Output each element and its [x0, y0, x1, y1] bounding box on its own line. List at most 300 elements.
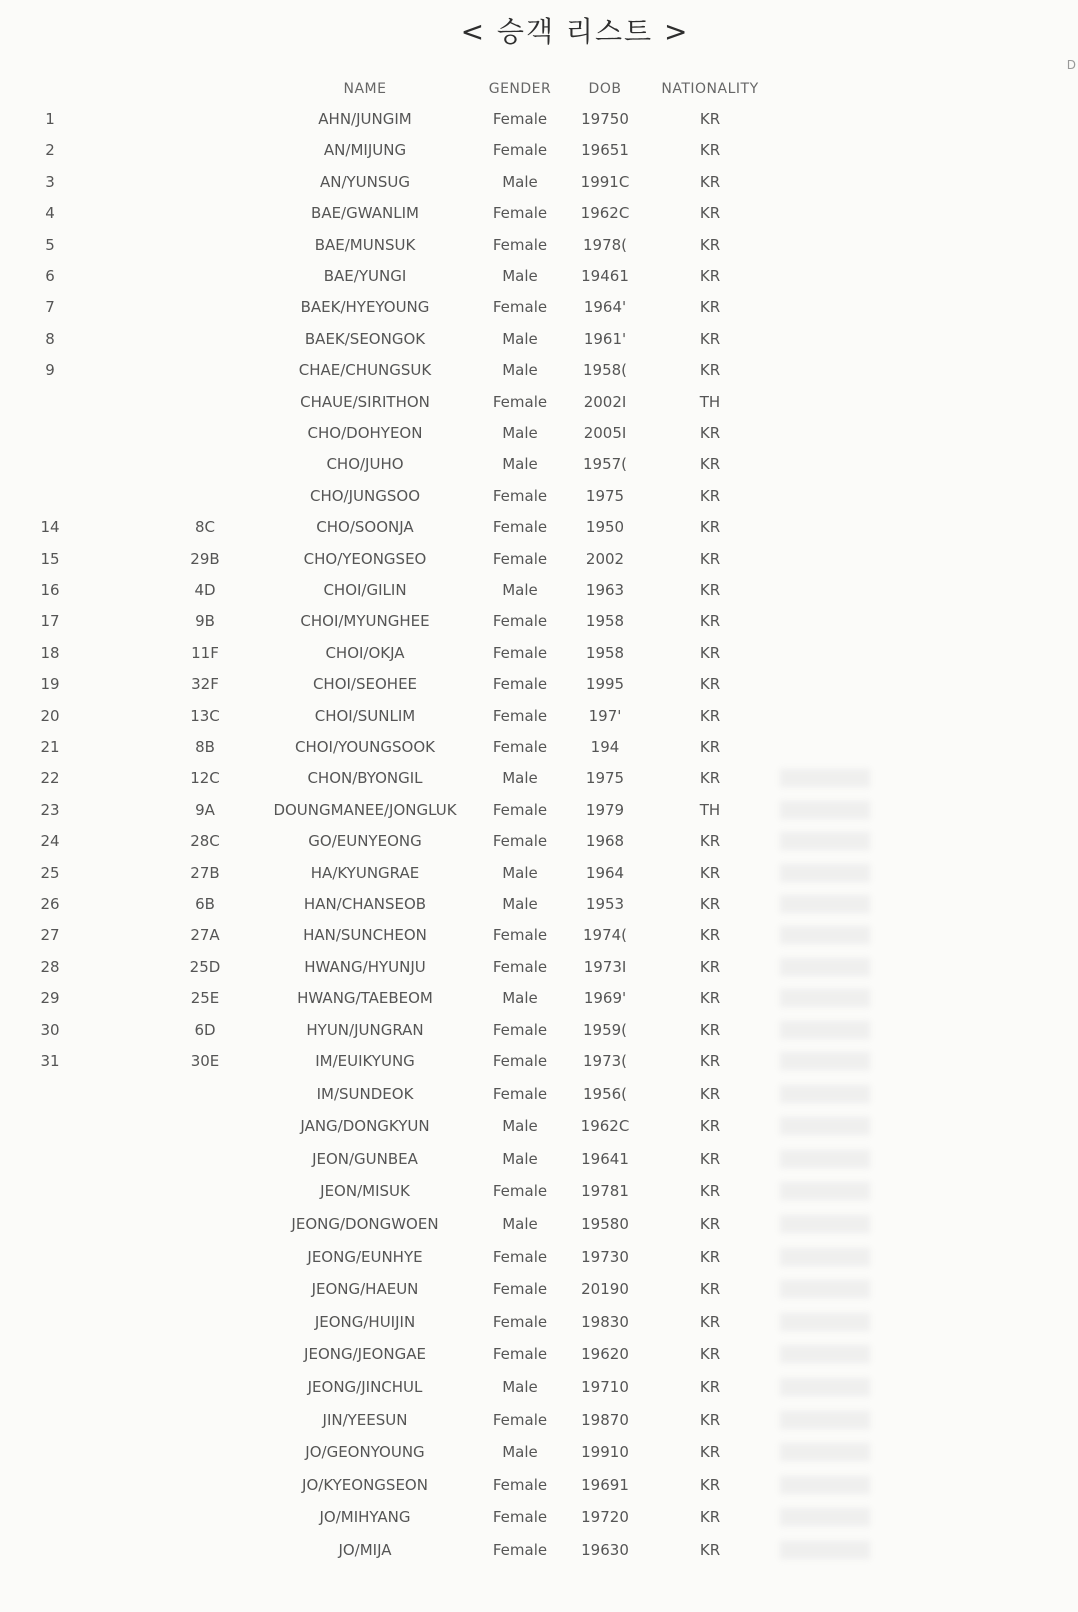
passenger-name: BAE/YUNGI [323, 267, 407, 285]
passenger-name: AN/YUNSUG [319, 173, 411, 191]
passenger-nationality: KR [699, 1443, 721, 1461]
passenger-gender: Male [502, 361, 538, 379]
passenger-name: CHOI/YOUNGSOOK [295, 738, 435, 756]
redaction-blur [780, 1476, 870, 1494]
passenger-dob: 19870 [581, 1411, 629, 1429]
table-row [0, 1079, 1078, 1109]
table-row [0, 701, 1078, 731]
passenger-name: CHOI/MYUNGHEE [300, 612, 430, 630]
passenger-name: JEONG/HUIJIN [314, 1313, 416, 1331]
passenger-nationality: KR [699, 330, 721, 348]
redaction-blur [780, 1117, 870, 1135]
passenger-nationality: KR [699, 1313, 721, 1331]
row-number: 7 [45, 298, 55, 316]
passenger-nationality: KR [699, 864, 721, 882]
passenger-dob: 1968 [585, 832, 625, 850]
passenger-gender: Male [502, 581, 538, 599]
passenger-dob: 1995 [585, 675, 625, 693]
passenger-gender: Male [502, 1215, 538, 1233]
row-number: 27 [40, 926, 60, 944]
passenger-nationality: KR [699, 236, 721, 254]
passenger-gender: Female [492, 612, 548, 630]
passenger-gender: Male [502, 1117, 538, 1135]
passenger-name: CHO/JUHO [326, 455, 404, 473]
passenger-gender: Female [492, 550, 548, 568]
passenger-gender: Female [492, 393, 548, 411]
passenger-gender: Female [492, 1476, 548, 1494]
table-row [0, 858, 1078, 888]
header-name: NAME [343, 81, 387, 97]
passenger-gender: Male [502, 1378, 538, 1396]
passenger-name: JIN/YEESUN [322, 1411, 408, 1429]
passenger-nationality: KR [699, 1508, 721, 1526]
seat-number: 12C [190, 769, 220, 787]
table-row [0, 1339, 1078, 1369]
redaction-blur [780, 832, 870, 850]
table-row [0, 355, 1078, 385]
passenger-dob: 1973I [583, 958, 627, 976]
passenger-nationality: TH [699, 393, 721, 411]
passenger-dob: 19710 [581, 1378, 629, 1396]
passenger-name: JEONG/JINCHUL [307, 1378, 423, 1396]
passenger-gender: Female [492, 1508, 548, 1526]
passenger-gender: Female [492, 236, 548, 254]
passenger-dob: 1991C [580, 173, 630, 191]
passenger-nationality: KR [699, 958, 721, 976]
redaction-blur [780, 1508, 870, 1526]
table-row [0, 544, 1078, 574]
passenger-name: JEON/MISUK [320, 1182, 410, 1200]
table-row [0, 1274, 1078, 1304]
row-number: 31 [40, 1052, 60, 1070]
row-number: 28 [40, 958, 60, 976]
passenger-dob: 19730 [581, 1248, 629, 1266]
row-number: 18 [40, 644, 60, 662]
table-row [0, 198, 1078, 228]
seat-number: 28C [190, 832, 220, 850]
row-number: 30 [40, 1021, 60, 1039]
passenger-nationality: KR [699, 1085, 721, 1103]
seat-number: 27B [190, 864, 220, 882]
table-row [0, 826, 1078, 856]
passenger-nationality: KR [699, 926, 721, 944]
passenger-nationality: TH [699, 801, 721, 819]
passenger-name: CHOI/SUNLIM [314, 707, 416, 725]
passenger-name: AHN/JUNGIM [318, 110, 412, 128]
seat-number: 29B [190, 550, 220, 568]
passenger-dob: 19620 [581, 1345, 629, 1363]
passenger-name: JO/MIJA [338, 1541, 392, 1559]
passenger-name: BAE/MUNSUK [314, 236, 416, 254]
row-number: 1 [45, 110, 55, 128]
seat-number: 6D [194, 1021, 216, 1039]
passenger-dob: 19461 [581, 267, 629, 285]
row-number: 29 [40, 989, 60, 1007]
table-row [0, 387, 1078, 417]
table-row [0, 1307, 1078, 1337]
table-row [0, 1046, 1078, 1076]
passenger-gender: Female [492, 1411, 548, 1429]
passenger-nationality: KR [699, 1345, 721, 1363]
passenger-dob: 1979 [585, 801, 625, 819]
passenger-gender: Female [492, 738, 548, 756]
row-number: 16 [40, 581, 60, 599]
passenger-dob: 1962C [580, 1117, 630, 1135]
passenger-nationality: KR [699, 675, 721, 693]
passenger-dob: 1959( [582, 1021, 628, 1039]
passenger-name: AN/MIJUNG [323, 141, 407, 159]
passenger-name: JO/MIHYANG [319, 1508, 411, 1526]
passenger-name: CHO/JUNGSOO [310, 487, 420, 505]
redaction-blur [780, 1411, 870, 1429]
passenger-dob: 2005I [583, 424, 627, 442]
table-row [0, 606, 1078, 636]
table-row [0, 104, 1078, 134]
passenger-nationality: KR [699, 895, 721, 913]
redaction-blur [780, 926, 870, 944]
row-number: 14 [40, 518, 60, 536]
passenger-dob: 19691 [581, 1476, 629, 1494]
passenger-nationality: KR [699, 204, 721, 222]
passenger-dob: 1975 [585, 769, 625, 787]
passenger-dob: 1969' [583, 989, 627, 1007]
passenger-name: BAEK/SEONGOK [304, 330, 426, 348]
redaction-blur [780, 989, 870, 1007]
passenger-gender: Female [492, 298, 548, 316]
passenger-nationality: KR [699, 173, 721, 191]
passenger-name: CHO/YEONGSEO [303, 550, 427, 568]
seat-number: 8C [194, 518, 216, 536]
passenger-dob: 1975 [585, 487, 625, 505]
redaction-blur [780, 1280, 870, 1298]
passenger-gender: Male [502, 989, 538, 1007]
passenger-gender: Female [492, 644, 548, 662]
passenger-gender: Female [492, 204, 548, 222]
passenger-nationality: KR [699, 707, 721, 725]
table-row [0, 763, 1078, 793]
passenger-name: JEONG/HAEUN [311, 1280, 419, 1298]
passenger-gender: Male [502, 267, 538, 285]
passenger-nationality: KR [699, 518, 721, 536]
passenger-dob: 20190 [581, 1280, 629, 1298]
passenger-dob: 19641 [581, 1150, 629, 1168]
passenger-nationality: KR [699, 1117, 721, 1135]
row-number: 24 [40, 832, 60, 850]
passenger-name: HWANG/TAEBEOM [297, 989, 433, 1007]
row-number: 17 [40, 612, 60, 630]
passenger-dob: 19750 [581, 110, 629, 128]
redaction-blur [780, 1248, 870, 1266]
passenger-gender: Female [492, 1182, 548, 1200]
table-row [0, 920, 1078, 950]
passenger-gender: Male [502, 1150, 538, 1168]
passenger-dob: 19830 [581, 1313, 629, 1331]
passenger-nationality: KR [699, 1378, 721, 1396]
passenger-gender: Male [502, 424, 538, 442]
passenger-dob: 19910 [581, 1443, 629, 1461]
passenger-nationality: KR [699, 424, 721, 442]
passenger-gender: Female [492, 1248, 548, 1266]
passenger-nationality: KR [699, 1052, 721, 1070]
redaction-blur [780, 1345, 870, 1363]
row-number: 6 [45, 267, 55, 285]
passenger-dob: 1961' [583, 330, 627, 348]
passenger-name: JEONG/EUNHYE [307, 1248, 423, 1266]
table-row [0, 324, 1078, 354]
seat-number: 25D [189, 958, 221, 976]
redaction-blur [780, 895, 870, 913]
redaction-blur [780, 1150, 870, 1168]
table-row [0, 1405, 1078, 1435]
passenger-nationality: KR [699, 832, 721, 850]
passenger-name: HWANG/HYUNJU [304, 958, 426, 976]
passenger-nationality: KR [699, 455, 721, 473]
table-row [0, 481, 1078, 511]
passenger-gender: Female [492, 832, 548, 850]
passenger-nationality: KR [699, 989, 721, 1007]
passenger-name: CHAE/CHUNGSUK [298, 361, 432, 379]
redaction-blur [780, 1215, 870, 1233]
passenger-dob: 1958( [582, 361, 628, 379]
row-number: 5 [45, 236, 55, 254]
passenger-gender: Female [492, 141, 548, 159]
seat-number: 6B [195, 895, 215, 913]
passenger-name: CHO/DOHYEON [307, 424, 423, 442]
passenger-name: IM/SUNDEOK [316, 1085, 414, 1103]
passenger-nationality: KR [699, 361, 721, 379]
passenger-dob: 1950 [585, 518, 625, 536]
seat-number: 4D [194, 581, 216, 599]
passenger-gender: Female [492, 1021, 548, 1039]
passenger-name: JEONG/JEONGAE [304, 1345, 426, 1363]
passenger-dob: 19781 [581, 1182, 629, 1200]
row-number: 8 [45, 330, 55, 348]
passenger-name: JANG/DONGKYUN [300, 1117, 430, 1135]
passenger-gender: Female [492, 675, 548, 693]
passenger-name: JO/KYEONGSEON [302, 1476, 428, 1494]
table-row [0, 449, 1078, 479]
table-row [0, 1372, 1078, 1402]
passenger-gender: Male [502, 769, 538, 787]
table-row [0, 1470, 1078, 1500]
redaction-blur [780, 1313, 870, 1331]
passenger-dob: 1958 [585, 644, 625, 662]
passenger-nationality: KR [699, 1248, 721, 1266]
passenger-name: JO/GEONYOUNG [305, 1443, 425, 1461]
passenger-gender: Male [502, 455, 538, 473]
table-row [0, 1176, 1078, 1206]
passenger-name: CHON/BYONGIL [307, 769, 423, 787]
seat-number: 9A [195, 801, 215, 819]
header-gender: GENDER [488, 81, 552, 97]
passenger-gender: Male [502, 895, 538, 913]
passenger-nationality: KR [699, 1182, 721, 1200]
redaction-blur [780, 801, 870, 819]
redaction-blur [780, 1182, 870, 1200]
passenger-nationality: KR [699, 1150, 721, 1168]
seat-number: 13C [190, 707, 220, 725]
passenger-name: HYUN/JUNGRAN [306, 1021, 424, 1039]
passenger-dob: 197' [588, 707, 622, 725]
passenger-dob: 19651 [581, 141, 629, 159]
table-row [0, 292, 1078, 322]
table-row [0, 261, 1078, 291]
seat-number: 25E [190, 989, 220, 1007]
seat-number: 30E [190, 1052, 220, 1070]
table-row [0, 167, 1078, 197]
passenger-gender: Female [492, 1280, 548, 1298]
passenger-name: CHAUE/SIRITHON [300, 393, 430, 411]
seat-number: 11F [191, 644, 219, 662]
passenger-dob: 2002 [585, 550, 625, 568]
table-row [0, 1502, 1078, 1532]
table-row [0, 669, 1078, 699]
row-number: 21 [40, 738, 60, 756]
passenger-gender: Female [492, 1313, 548, 1331]
passenger-name: HAN/SUNCHEON [303, 926, 427, 944]
passenger-nationality: KR [699, 110, 721, 128]
row-number: 19 [40, 675, 60, 693]
table-row [0, 795, 1078, 825]
passenger-dob: 1964' [583, 298, 627, 316]
passenger-name: HA/KYUNGRAE [310, 864, 420, 882]
row-number: 9 [45, 361, 55, 379]
passenger-nationality: KR [699, 267, 721, 285]
header-nationality: NATIONALITY [661, 81, 759, 97]
edge-mark: D [1066, 58, 1076, 72]
redaction-blur [780, 1443, 870, 1461]
passenger-dob: 19630 [581, 1541, 629, 1559]
passenger-dob: 194 [590, 738, 620, 756]
row-number: 3 [45, 173, 55, 191]
passenger-gender: Female [492, 926, 548, 944]
passenger-dob: 1973( [582, 1052, 628, 1070]
passenger-name: BAEK/HYEYOUNG [300, 298, 430, 316]
passenger-dob: 19580 [581, 1215, 629, 1233]
table-row [0, 575, 1078, 605]
passenger-nationality: KR [699, 1021, 721, 1039]
passenger-nationality: KR [699, 141, 721, 159]
passenger-gender: Male [502, 330, 538, 348]
passenger-name: JEON/GUNBEA [312, 1150, 418, 1168]
passenger-dob: 1974( [582, 926, 628, 944]
seat-number: 9B [195, 612, 215, 630]
table-row [0, 952, 1078, 982]
seat-number: 8B [195, 738, 215, 756]
passenger-nationality: KR [699, 1541, 721, 1559]
row-number: 26 [40, 895, 60, 913]
table-header [0, 74, 1078, 104]
table-row [0, 1242, 1078, 1272]
passenger-gender: Male [502, 173, 538, 191]
passenger-dob: 19720 [581, 1508, 629, 1526]
passenger-gender: Female [492, 1541, 548, 1559]
table-row [0, 889, 1078, 919]
table-row [0, 1111, 1078, 1141]
passenger-dob: 1956( [582, 1085, 628, 1103]
passenger-nationality: KR [699, 612, 721, 630]
passenger-name: CHOI/GILIN [323, 581, 407, 599]
redaction-blur [780, 1541, 870, 1559]
passenger-dob: 1958 [585, 612, 625, 630]
redaction-blur [780, 1052, 870, 1070]
table-row [0, 135, 1078, 165]
passenger-gender: Female [492, 487, 548, 505]
passenger-dob: 1978( [582, 236, 628, 254]
redaction-blur [780, 1021, 870, 1039]
table-row [0, 418, 1078, 448]
passenger-gender: Female [492, 801, 548, 819]
table-row [0, 1015, 1078, 1045]
seat-number: 27A [190, 926, 220, 944]
passenger-name: BAE/GWANLIM [311, 204, 419, 222]
passenger-nationality: KR [699, 581, 721, 599]
passenger-gender: Female [492, 518, 548, 536]
passenger-nationality: KR [699, 550, 721, 568]
passenger-gender: Male [502, 864, 538, 882]
table-row [0, 732, 1078, 762]
passenger-dob: 1964 [585, 864, 625, 882]
table-row [0, 512, 1078, 542]
table-row [0, 1535, 1078, 1565]
redaction-blur [780, 1085, 870, 1103]
row-number: 2 [45, 141, 55, 159]
redaction-blur [780, 769, 870, 787]
row-number: 23 [40, 801, 60, 819]
passenger-name: CHO/SOONJA [316, 518, 414, 536]
passenger-nationality: KR [699, 644, 721, 662]
passenger-dob: 1957( [582, 455, 628, 473]
row-number: 4 [45, 204, 55, 222]
passenger-nationality: KR [699, 1215, 721, 1233]
passenger-nationality: KR [699, 487, 721, 505]
passenger-nationality: KR [699, 1476, 721, 1494]
passenger-name: CHOI/SEOHEE [312, 675, 418, 693]
table-row [0, 1144, 1078, 1174]
table-row [0, 1437, 1078, 1467]
passenger-name: DOUNGMANEE/JONGLUK [273, 801, 457, 819]
passenger-name: HAN/CHANSEOB [303, 895, 427, 913]
passenger-gender: Female [492, 1052, 548, 1070]
passenger-name: CHOI/OKJA [325, 644, 405, 662]
passenger-name: IM/EUIKYUNG [315, 1052, 415, 1070]
passenger-nationality: KR [699, 769, 721, 787]
passenger-gender: Female [492, 707, 548, 725]
redaction-blur [780, 864, 870, 882]
passenger-nationality: KR [699, 738, 721, 756]
passenger-gender: Female [492, 110, 548, 128]
passenger-gender: Female [492, 1345, 548, 1363]
seat-number: 32F [191, 675, 219, 693]
row-number: 15 [40, 550, 60, 568]
row-number: 22 [40, 769, 60, 787]
passenger-gender: Female [492, 958, 548, 976]
table-row [0, 638, 1078, 668]
redaction-blur [780, 1378, 870, 1396]
redaction-blur [780, 958, 870, 976]
passenger-nationality: KR [699, 1411, 721, 1429]
passenger-name: JEONG/DONGWOEN [291, 1215, 439, 1233]
passenger-dob: 1962C [580, 204, 630, 222]
passenger-gender: Female [492, 1085, 548, 1103]
row-number: 25 [40, 864, 60, 882]
passenger-dob: 1963 [585, 581, 625, 599]
passenger-nationality: KR [699, 1280, 721, 1298]
table-row [0, 230, 1078, 260]
passenger-dob: 2002I [583, 393, 627, 411]
passenger-gender: Male [502, 1443, 538, 1461]
header-dob: DOB [588, 81, 622, 97]
